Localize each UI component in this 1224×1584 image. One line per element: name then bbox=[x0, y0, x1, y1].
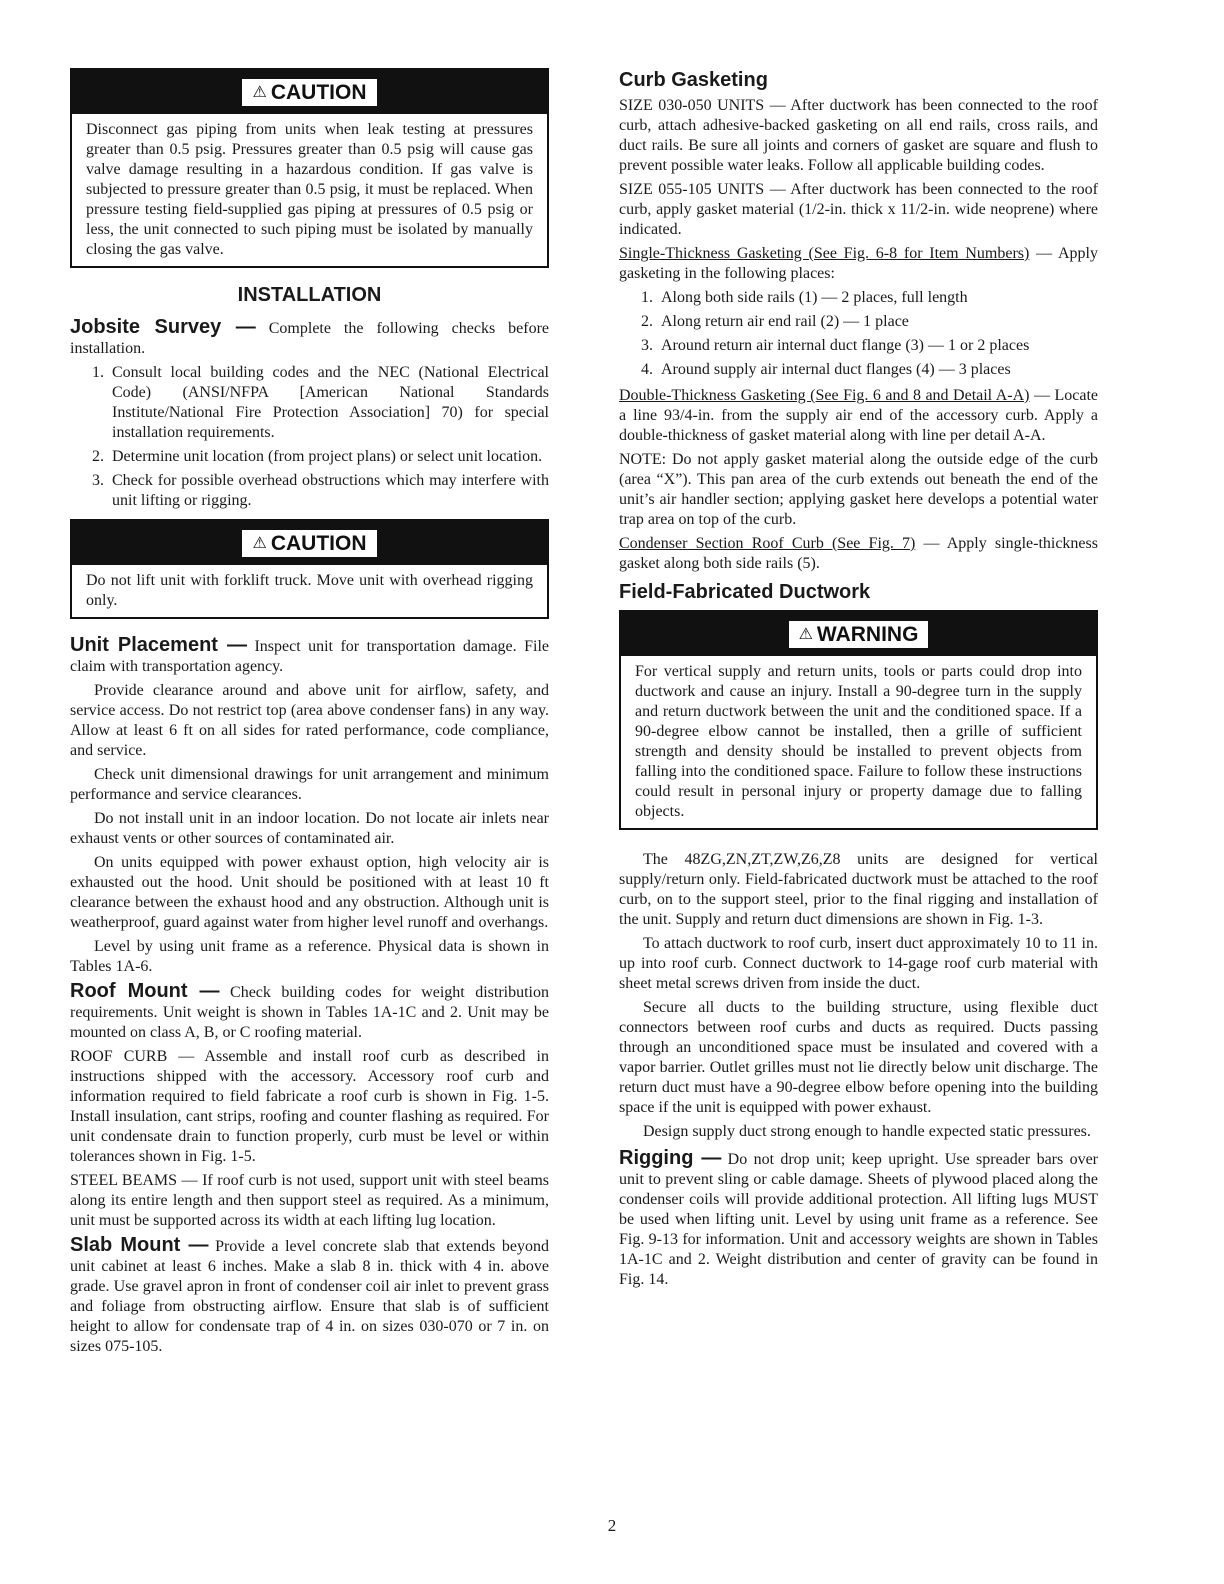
right-column bbox=[619, 68, 1098, 1294]
list-item: 1. Consult local building codes and the NEC (National Electrical Code) (ANSI/NFPA [American National Standards Institute/National Fire Protection Association] 70) for special installation requirements. bbox=[92, 364, 549, 441]
condenser-label: Condenser Section Roof Curb (See Fig. 7) bbox=[619, 535, 916, 552]
warning-header bbox=[621, 612, 1096, 656]
warning-label: WARNING bbox=[816, 622, 919, 646]
slab-mount-title: Slab Mount — bbox=[70, 1234, 209, 1256]
warning-text: For vertical supply and return units, tools or parts could drop into ductwork and cause an injury. Install a 90-degree turn in the supply and return ductwork between the unit and the conditioned space. If a 90-degree elbow cannot be installed, then a grille of sufficient strength and density should be installed to prevent objects from falling into the conditioned space. Failure to follow these instructions could result in personal injury or property damage due to falling objects. bbox=[635, 663, 1082, 820]
paragraph: ROOF CURB — Assemble and install roof curb as described in instructions shipped with the accessory. Accessory roof curb and information required to field fabricate a roof curb is shown in Fig. 1-5. Install insulation, cant strips, roofing and counter flashing as required. For unit condensate drain to function properly, curb must be level or within tolerances shown in Fig. 1-5. bbox=[70, 1048, 549, 1165]
list-item: 2. Determine unit location (from project plans) or select unit location. bbox=[92, 448, 543, 465]
caution-label: CAUTION bbox=[270, 80, 367, 104]
list-item: 3. Around return air internal duct flange (3) — 1 or 2 places bbox=[641, 337, 1030, 354]
installation-heading: INSTALLATION bbox=[237, 284, 382, 306]
paragraph: Level by using unit frame as a reference. Physical data is shown in Tables 1A-6. bbox=[70, 938, 549, 975]
paragraph: Design supply duct strong enough to handle expected static pressures. bbox=[643, 1123, 1091, 1140]
double-thickness-paragraph: Double-Thickness Gasketing (See Fig. 6 and 8 and Detail A-A) — Locate a line 93/4-in. from the supply air end of the accessory curb. Apply a double-thickness of gasket material along with line per detail A-A. bbox=[619, 387, 1098, 444]
caution-header bbox=[72, 70, 547, 114]
caution-label: CAUTION bbox=[270, 531, 367, 555]
single-thickness-label: Single-Thickness Gasketing (See Fig. 6-8 for Item Numbers) bbox=[619, 245, 1030, 262]
paragraph: Check unit dimensional drawings for unit arrangement and minimum performance and service clearances. bbox=[70, 766, 549, 803]
rigging-title: Rigging — bbox=[619, 1147, 722, 1169]
double-thickness-label: Double-Thickness Gasketing (See Fig. 6 and 8 and Detail A-A) bbox=[619, 387, 1030, 404]
warning-triangle-icon: ⚠ bbox=[252, 83, 267, 101]
jobsite-survey-intro bbox=[70, 317, 549, 359]
caution-header bbox=[72, 521, 547, 565]
list-item: 1. Along both side rails (1) — 2 places, full length bbox=[641, 289, 968, 306]
list-item: 3. Check for possible overhead obstructions which may interfere with unit lifting or rigging. bbox=[92, 472, 549, 509]
jobsite-checklist bbox=[70, 363, 549, 511]
jobsite-survey-text: Complete the following checks before installation. bbox=[70, 320, 549, 357]
paragraph: STEEL BEAMS — If roof curb is not used, support unit with steel beams along its entire length and then support steel as required. As a minimum, unit must be supported across its width at each lifting lug location. bbox=[70, 1172, 549, 1229]
unit-placement-intro: Unit Placement — Inspect unit for transportation damage. File claim with transportation agency. bbox=[70, 634, 549, 675]
roof-mount-intro: Roof Mount — Check building codes for weight distribution requirements. Unit weight is shown in Tables 1A-1C and 2. Unit may be mounted on class A, B, or C roofing material. bbox=[70, 980, 549, 1041]
warning-box-ductwork bbox=[619, 610, 1098, 830]
page-number: 2 bbox=[607, 1516, 617, 1535]
list-item: 2. Along return air end rail (2) — 1 place bbox=[641, 313, 909, 330]
warning-triangle-icon: ⚠ bbox=[252, 534, 267, 552]
gasketing-places-list bbox=[619, 288, 1098, 380]
paragraph: SIZE 055-105 UNITS — After ductwork has been connected to the roof curb, apply gasket material (1/2-in. thick x 11/2-in. wide neoprene) where indicated. bbox=[619, 181, 1098, 238]
ductwork-heading: Field-Fabricated Ductwork bbox=[619, 581, 871, 603]
paragraph: SIZE 030-050 UNITS — After ductwork has been connected to the roof curb, attach adhesive-backed gasketing on all end rails, cross rails, and duct rails. Be sure all joints and corners of gasket are square and flush to prevent possible water leaks. Follow all applicable building codes. bbox=[619, 97, 1098, 174]
caution-text: Disconnect gas piping from units when leak testing at pressures greater than 0.5 psig. Pressures greater than 0.5 psig will cause gas valve damage resulting in a hazardous condition. If gas valve is subjected to pressure greater than 0.5 psig, it must be replaced. When pressure testing field-supplied gas piping at pressures of 0.5 psig or less, the unit connected to such piping must be isolated by manually closing the gas valve. bbox=[86, 121, 533, 258]
single-thickness-paragraph: Single-Thickness Gasketing (See Fig. 6-8 for Item Numbers) — Apply gasketing in the following places: bbox=[619, 245, 1098, 282]
curb-gasketing-heading: Curb Gasketing bbox=[619, 69, 768, 91]
slab-mount-intro: Slab Mount — Provide a level concrete slab that extends beyond unit cabinet at least 6 inches. Make a slab 8 in. thick with 4 in. above grade. Use gravel apron in front of condenser coil air inlet to prevent grass and foliage from obstructing airflow. Ensure that slab is of sufficient height to allow for condensate trap of 4 in. on sizes 030-070 or 7 in. on sizes 075-105. bbox=[70, 1234, 549, 1355]
paragraph: Provide clearance around and above unit for airflow, safety, and service access. Do not restrict top (area above condenser fans) in any way. Allow at least 6 ft on all sides for rated performance, code compliance, and service. bbox=[70, 682, 549, 759]
paragraph: On units equipped with power exhaust option, high velocity air is exhausted out the hood. Unit should be positioned with at least 10 ft clearance between the exhaust hood and any obstruction. Although unit is weatherproof, guard against water from higher level runoff and overhangs. bbox=[70, 854, 549, 931]
list-item: 4. Around supply air internal duct flanges (4) — 3 places bbox=[641, 361, 1011, 378]
warning-triangle-icon: ⚠ bbox=[798, 625, 813, 643]
rigging-paragraph: Rigging — Do not drop unit; keep upright. Use spreader bars over unit to prevent sling or cable damage. Sheets of plywood placed along the condenser coils will provide additional protection. All lifting lugs MUST be used when lifting unit. Level by using unit frame as a reference. See Fig. 9-13 for information. Unit and accessory weights are shown in Tables 1A-1C and 2. Weight distribution and center of gravity can be found in Fig. 14. bbox=[619, 1147, 1098, 1288]
left-column bbox=[70, 68, 549, 1361]
condenser-paragraph: Condenser Section Roof Curb (See Fig. 7) — Apply single-thickness gasket along both side rails (5). bbox=[619, 535, 1098, 572]
paragraph: Do not install unit in an indoor location. Do not locate air inlets near exhaust vents or other sources of contaminated air. bbox=[70, 810, 549, 847]
roof-mount-title: Roof Mount — bbox=[70, 980, 220, 1002]
caution-text: Do not lift unit with forklift truck. Move unit with overhead rigging only. bbox=[86, 572, 533, 609]
caution-box-gas-piping bbox=[70, 68, 549, 268]
note-paragraph: NOTE: Do not apply gasket material along the outside edge of the curb (area “X”). This pan area of the curb extends out beneath the end of the unit’s air handler section; applying gasket here develops a potential water trap area on top of the curb. bbox=[619, 451, 1098, 528]
paragraph: Secure all ducts to the building structure, using flexible duct connectors between roof curbs and ducts as required. Ducts passing through an unconditioned space must be insulated and covered with a vapor barrier. Outlet grilles must not lie directly below unit discharge. The return duct must have a 90-degree elbow before opening into the building space if the unit is equipped with power exhaust. bbox=[619, 999, 1098, 1116]
caution-box-forklift bbox=[70, 519, 549, 619]
unit-placement-title: Unit Placement — bbox=[70, 634, 247, 656]
jobsite-survey-title: Jobsite Survey — bbox=[70, 316, 256, 338]
paragraph: To attach ductwork to roof curb, insert duct approximately 10 to 11 in. up into roof curb. Connect ductwork to 14-gage roof curb material with sheet metal screws driven from inside the duct. bbox=[619, 935, 1098, 992]
paragraph: The 48ZG,ZN,ZT,ZW,Z6,Z8 units are designed for vertical supply/return only. Field-fabricated ductwork must be attached to the roof curb, on to the support steel, prior to the final rigging and installation of the unit. Supply and return duct dimensions are shown in Fig. 1-3. bbox=[619, 851, 1098, 928]
